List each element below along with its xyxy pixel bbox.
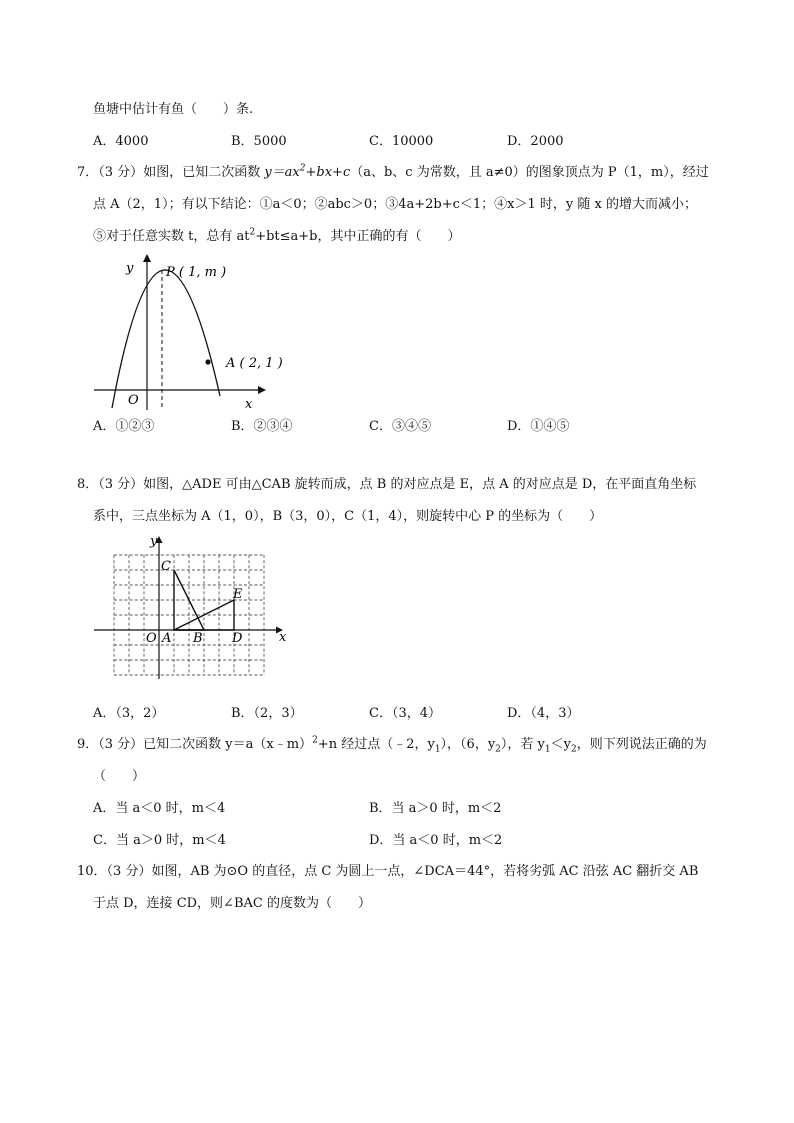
q8-origin-label: O <box>146 631 157 646</box>
q9-line1: 9．（3 分）已知二次函数 y＝a（x﹣m）$^2$+n 经过点（﹣2，$y_1$），（6，$y_2$），若 $y_1<y_2$，则下列说法正确的为 <box>77 735 707 755</box>
q8-e-label: E <box>233 587 243 602</box>
q7-point-a-label: A ( 2, 1 ) <box>226 356 283 371</box>
q8-option-d: D．（4，3） <box>507 706 580 721</box>
q7-line2: 点 A（2，1）；有以下结论：①a＜0；②abc＞0；③4a+2b+c＜1；④x＞1 时，y 随 x 的增大而减小； <box>93 197 697 212</box>
q7-number: 7．（3 分） <box>77 165 144 180</box>
q6-option-d: D．2000 <box>507 134 564 149</box>
q8-x-label: x <box>279 630 287 645</box>
q8-d-label: D <box>232 631 243 646</box>
q7-x-label: x <box>245 397 253 412</box>
q7-y-label: y <box>126 261 134 276</box>
q8-grid-figure <box>92 533 292 683</box>
q8-option-c: C．（3，4） <box>369 706 441 721</box>
q7-formula: $y=ax^2+bx+c$ <box>264 163 351 180</box>
point-a-dot <box>205 359 210 364</box>
q9-option-a: A．当 a＜0 时，m＜4 <box>93 801 226 816</box>
q9-line2: （ ） <box>93 769 146 784</box>
q10-line2: 于点 D，连接 CD，则∠BAC 的度数为（ ） <box>93 896 371 911</box>
q8-line2: 系中，三点坐标为 A（1，0），B（3，0），C（1，4），则旋转中心 P 的坐标为（ ） <box>93 509 603 524</box>
q7-line1 <box>77 164 709 182</box>
q10-line1: 10．（3 分）如图，AB 为⊙O 的直径，点 C 为圆上一点，∠DCA＝44°，若将劣弧 AC 沿弦 AC 翻折交 AB <box>77 864 699 879</box>
q7-text-a: 如图，已知二次函数 <box>143 165 265 180</box>
q8-option-a: A．（3，2） <box>93 706 165 721</box>
q8-a-label: A <box>162 631 172 646</box>
q6-line: 鱼塘中估计有鱼（ ）条. <box>93 102 254 117</box>
q9-option-c: C．当 a＞0 时，m＜4 <box>93 833 226 848</box>
q8-option-b: B．（2，3） <box>231 706 303 721</box>
q6-option-c: C．10000 <box>369 134 434 149</box>
q8-c-label: C <box>161 559 171 574</box>
q7-option-c: C．③④⑤ <box>369 419 431 434</box>
q9-option-b: B．当 a＞0 时，m＜2 <box>369 801 502 816</box>
q6-option-a: A．4000 <box>93 134 149 149</box>
q7-text-b: （a、b、c 为常数，且 a≠0）的图象顶点为 P（1，m），经过 <box>350 165 709 180</box>
q7-origin-label: O <box>128 393 139 408</box>
q7-option-a: A．①②③ <box>93 419 155 434</box>
q8-y-label: y <box>150 534 158 549</box>
q7-option-d: D．①④⑤ <box>507 419 570 434</box>
q7-line3: ⑤对于任意实数 t，总有 $at^2+bt\le a+b$，其中正确的有（ ） <box>93 227 461 244</box>
q6-option-b: B．5000 <box>231 134 287 149</box>
q7-option-b: B．②③④ <box>231 419 293 434</box>
q7-vertex-label: P ( 1, m ) <box>166 265 227 280</box>
q8-line1: 8．（3 分）如图，△ADE 可由△CAB 旋转而成，点 B 的对应点是 E，点 A 的对应点是 D，在平面直角坐标 <box>77 477 697 492</box>
q8-b-label: B <box>193 631 203 646</box>
q9-option-d: D．当 a＜0 时，m＜2 <box>369 833 503 848</box>
q7-parabola-figure <box>90 250 290 415</box>
parabola-curve <box>112 270 220 408</box>
